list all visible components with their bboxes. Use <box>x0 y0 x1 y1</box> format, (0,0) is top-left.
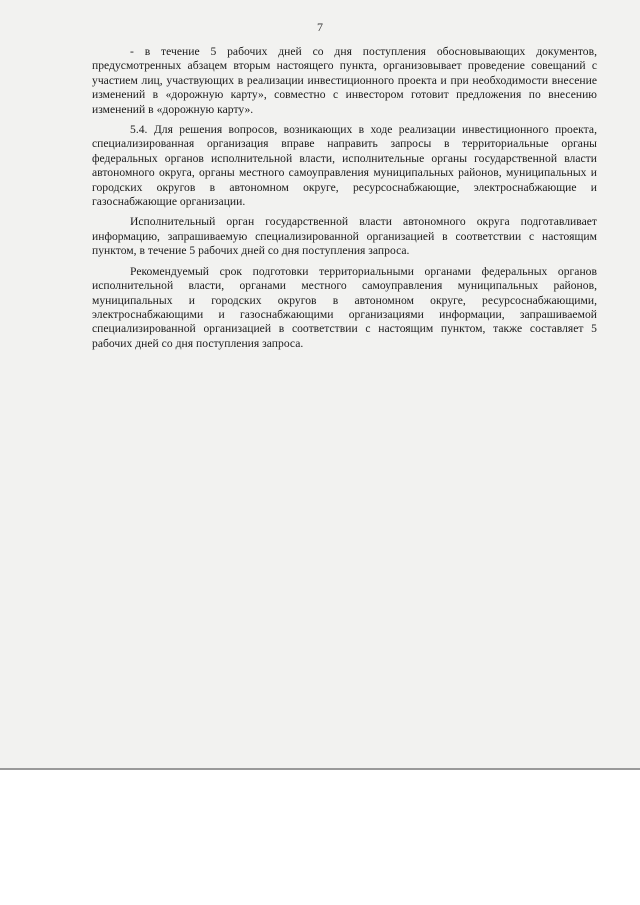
page-background <box>0 770 640 905</box>
page-number: 7 <box>317 20 323 34</box>
paragraph-1: - в течение 5 рабочих дней со дня поступления обосновывающих документов, предусмотренных абзацем вторым настоящего пункта, организовывает проведение совещаний с участием лиц, участвующих в реализации инвестиционного проекта и при необходимости внесение изменений в «дорожную карту», совместно с инвестором готовит предложения по внесению изменений в «дорожную карту». <box>92 45 597 116</box>
paragraph-2: 5.4. Для решения вопросов, возникающих в ходе реализации инвестиционного проекта, специализированная организация вправе направить запросы в территориальные органы федеральных органов исполнительной власти, исполнительные органы государственной власти автономного округа, органы местного самоуправления муниципальных районов, муниципальных и городских округов в автономном округе, ресурсоснабжающие, электроснабжающие и газоснабжающие организации. <box>92 123 597 209</box>
paragraph-3: Исполнительный орган государственной власти автономного округа подготавливает информацию, запрашиваемую специализированной организацией в соответствии с настоящим пунктом, в течение 5 рабочих дней со дня поступления запроса. <box>92 215 597 258</box>
document-body <box>92 45 597 357</box>
paragraph-4: Рекомендуемый срок подготовки территориальными органами федеральных органов исполнительной власти, органами местного самоуправления муниципальных районов, муниципальных и городских округов в автономном округе, ресурсоснабжающими, электроснабжающими и газоснабжающими организациями информации, запрашиваемой специализированной организацией в соответствии с настоящим пунктом, также составляет 5 рабочих дней со дня поступления запроса. <box>92 264 597 350</box>
